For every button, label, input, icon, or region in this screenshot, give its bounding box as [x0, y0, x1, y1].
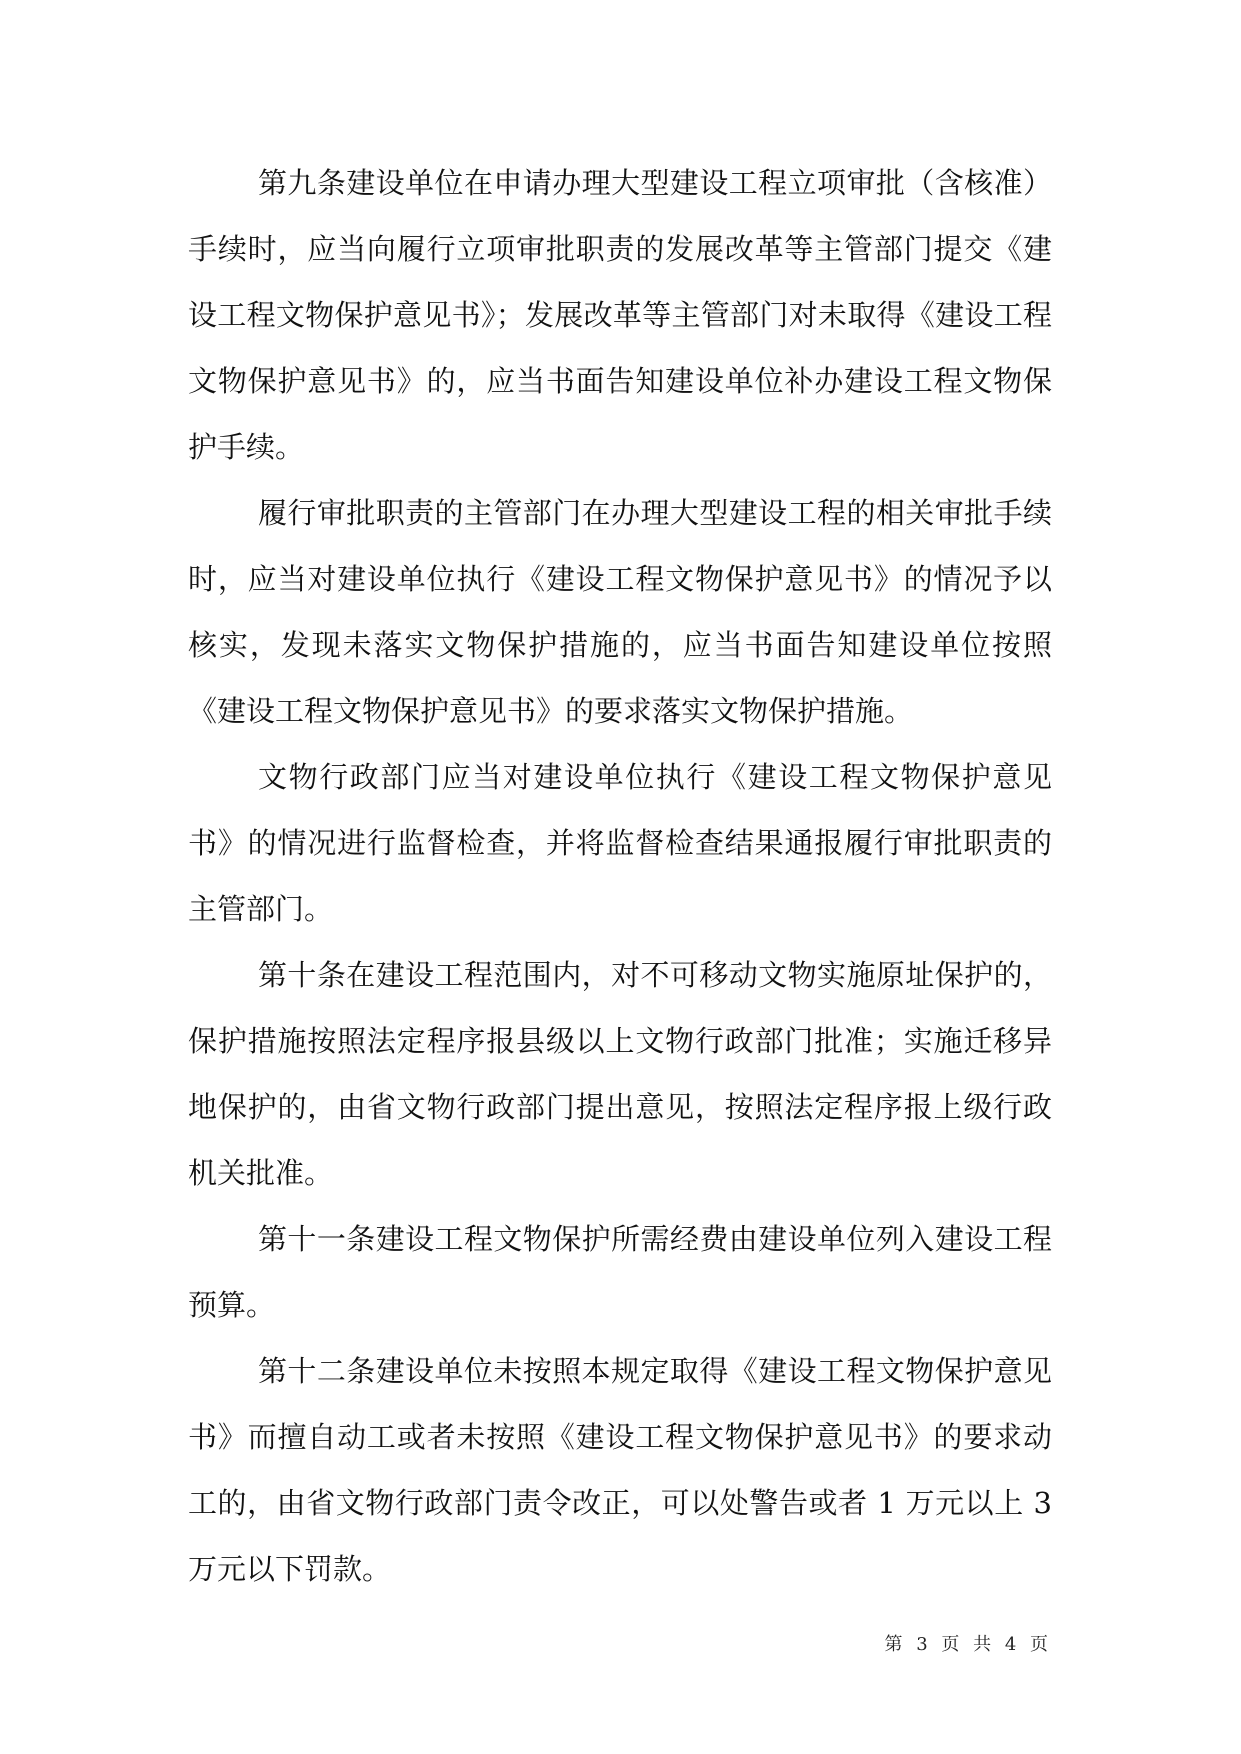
page-number-footer: 第 3 页 共 4 页 [884, 1634, 1052, 1655]
paragraph-approval-departments: 履行审批职责的主管部门在办理大型建设工程的相关审批手续时，应当对建设单位执行《建设工程文物保护意见书》的情况予以核实，发现未落实文物保护措施的，应当书面告知建设单位按照《建设工程文物保护意见书》的要求落实文物保护措施。 [188, 496, 1052, 728]
paragraph-article-10: 第十条在建设工程范围内，对不可移动文物实施原址保护的，保护措施按照法定程序报县级以上文物行政部门批准；实施迁移异地保护的，由省文物行政部门提出意见，按照法定程序报上级行政机关批准。 [188, 958, 1052, 1190]
paragraph-article-9: 第九条建设单位在申请办理大型建设工程立项审批（含核准）手续时，应当向履行立项审批职责的发展改革等主管部门提交《建设工程文物保护意见书》；发展改革等主管部门对未取得《建设工程文物保护意见书》的，应当书面告知建设单位补办建设工程文物保护手续。 [188, 166, 1052, 464]
paragraph-article-12: 第十二条建设单位未按照本规定取得《建设工程文物保护意见书》而擅自动工或者未按照《建设工程文物保护意见书》的要求动工的，由省文物行政部门责令改正，可以处警告或者 1 万元以上 3 万元以下罚款。 [188, 1354, 1052, 1586]
document-body [188, 150, 1052, 1602]
paragraph-article-11: 第十一条建设工程文物保护所需经费由建设单位列入建设工程预算。 [188, 1222, 1052, 1322]
paragraph-supervision: 文物行政部门应当对建设单位执行《建设工程文物保护意见书》的情况进行监督检查，并将监督检查结果通报履行审批职责的主管部门。 [188, 760, 1052, 926]
